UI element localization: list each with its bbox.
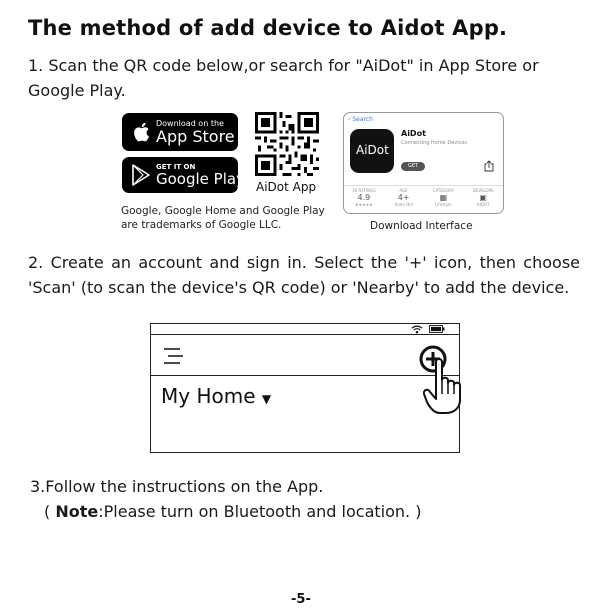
header-divider — [151, 375, 459, 376]
stat-sub: ★★★★★ — [354, 202, 373, 207]
share-icon[interactable] — [484, 160, 494, 172]
play-triangle-icon — [131, 164, 151, 186]
step-1-text: 1. Scan the QR code below,or search for "AiDot" in App Store or Google Play. — [28, 56, 539, 100]
app-store-small-text: Download on the — [156, 119, 224, 128]
home-selector[interactable] — [161, 384, 271, 408]
app-store-badge[interactable] — [122, 113, 238, 151]
aidot-logo-text: AiDot — [356, 143, 389, 157]
note-open-paren: ( — [44, 502, 51, 521]
wifi-icon — [411, 325, 423, 334]
stat-category — [424, 186, 464, 214]
google-play-big-text: Google Play — [156, 170, 245, 188]
aidot-logo — [350, 129, 394, 173]
pointing-hand-icon — [423, 352, 475, 418]
menu-icon[interactable] — [163, 347, 185, 365]
note-text — [44, 499, 421, 524]
step-2-text: 2. Create an account and sign in. Select the '+' icon, then choose 'Scan' (to scan the device's QR code) or 'Nearby' to add the device. — [28, 253, 580, 297]
stat-sub: AIDOT — [476, 202, 490, 207]
note-body: :Please turn on Bluetooth and location. ) — [98, 502, 422, 521]
status-bar — [151, 324, 459, 335]
apple-icon — [132, 121, 150, 143]
back-label: Search — [352, 116, 373, 123]
qr-code[interactable] — [255, 112, 319, 176]
phone-app-mockup — [150, 323, 460, 453]
stats-row — [344, 185, 503, 214]
chair-icon: ▦ — [439, 193, 448, 202]
download-interface-label: Download Interface — [370, 220, 473, 232]
stat-sub: Lifestyle — [434, 202, 452, 207]
stat-label: CATEGORY — [432, 188, 455, 193]
stat-label: 1K RATINGS — [352, 188, 376, 193]
stat-sub: Years Old — [394, 202, 413, 207]
step-3-text: 3.Follow the instructions on the App. — [30, 477, 324, 496]
home-label: My Home — [161, 384, 256, 408]
page-title: The method of add device to Aidot App. — [28, 16, 508, 40]
app-subtitle: Connecting Home Devices — [401, 140, 468, 146]
google-play-small-text: GET IT ON — [156, 163, 196, 171]
battery-icon — [429, 325, 445, 333]
trademark-text: Google, Google Home and Google Play are trademarks of Google LLC. — [121, 205, 325, 231]
stat-label: AGE — [399, 188, 408, 193]
stat-ratings — [344, 186, 384, 214]
note-label: Note — [55, 502, 99, 521]
back-link — [348, 116, 373, 123]
caret-down-icon: ▼ — [261, 392, 272, 406]
stat-value: 4+ — [397, 193, 410, 202]
qr-label: AiDot App — [256, 180, 317, 194]
app-store-big-text: App Store — [156, 127, 235, 146]
stat-age — [384, 186, 424, 214]
get-button[interactable]: GET — [401, 162, 425, 171]
stat-developer — [463, 186, 503, 214]
app-store-listing-screenshot — [343, 112, 504, 214]
developer-icon: ▣ — [479, 193, 487, 202]
stat-label: DEVELOPE — [472, 188, 494, 193]
page-number: -5- — [291, 592, 311, 607]
google-play-badge[interactable] — [122, 157, 245, 193]
app-name: AiDot — [401, 129, 426, 138]
chevron-left-icon: ‹ — [348, 116, 351, 123]
stat-value: 4.9 — [357, 193, 371, 202]
